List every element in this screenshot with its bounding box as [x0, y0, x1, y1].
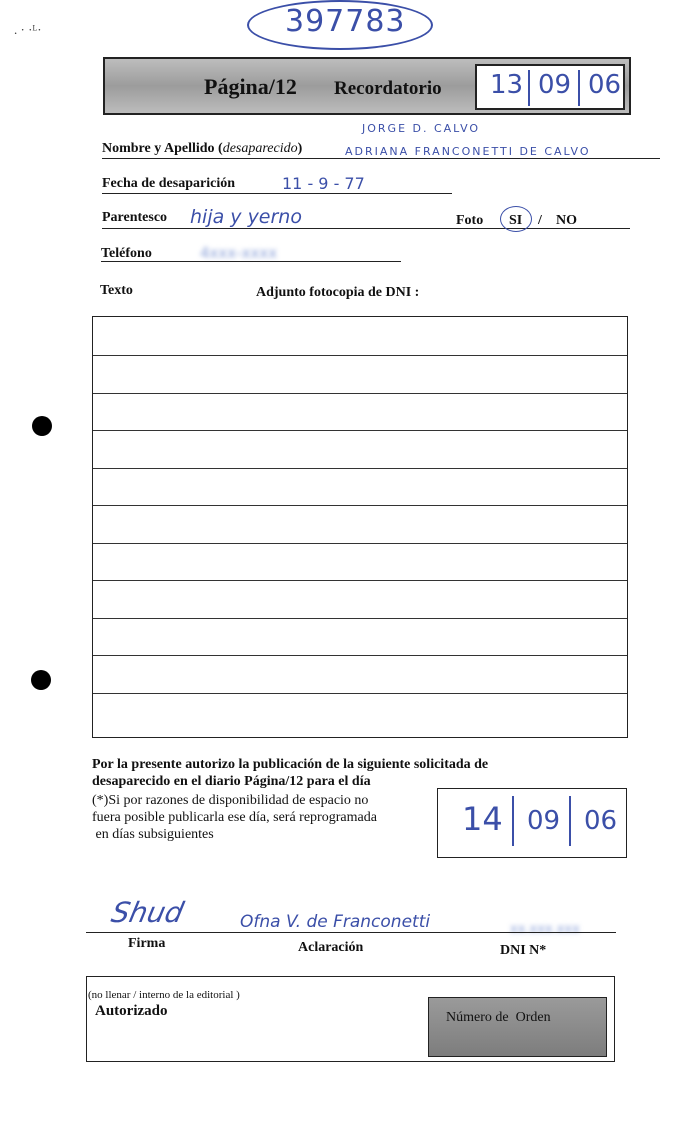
message-text-box [92, 316, 628, 738]
photo-yes: SI [509, 213, 523, 228]
authorization-line2: desaparecido en el diario Página/12 para el día [92, 774, 371, 789]
name-underline [102, 158, 660, 159]
photo-no: NO [556, 213, 577, 228]
relation-label: Parentesco [102, 210, 168, 225]
aclaracion-label: Aclaración [298, 940, 364, 955]
date-value: 11 - 9 - 77 [282, 174, 365, 193]
firma-label: Firma [128, 936, 166, 951]
photo-separator: / [538, 213, 542, 228]
authorization-line1: Por la presente autorizo la publicación de la siguiente solicitada de [92, 757, 489, 772]
text-line [93, 693, 627, 694]
date-underline [102, 193, 452, 194]
dni-value-redacted: xx.xxx.xxx [510, 922, 580, 937]
dni-label: DNI N* [500, 943, 547, 958]
publication-title: Página/12 [204, 74, 297, 99]
phone-value-redacted: 4xxx-xxxx [200, 244, 278, 262]
signature-mark: Shud [108, 896, 187, 929]
corner-mark: . · ·ᴸ· [14, 22, 42, 37]
header-date-day: 13 [490, 70, 524, 100]
text-line [93, 505, 627, 506]
text-line [93, 393, 627, 394]
publication-date-slash-1 [512, 796, 514, 846]
name-label: Nombre y Apellido (desaparecido) [102, 141, 303, 156]
header-date-year: 06 [588, 70, 622, 100]
text-line [93, 655, 627, 656]
signature-underline [86, 932, 616, 933]
text-line [93, 468, 627, 469]
publication-date-day: 14 [462, 800, 503, 838]
text-line [93, 618, 627, 619]
text-line [93, 355, 627, 356]
date-label: Fecha de desaparición [102, 176, 235, 191]
authorization-note-line1: (*)Si por razones de disponibilidad de espacio no [92, 793, 369, 808]
header-date-slash-1 [528, 70, 530, 106]
authorization-note-line3: en días subsiguientes [92, 827, 214, 842]
authorization-note-line2: fuera posible publicarla ese día, será reprogramada [92, 810, 377, 825]
photo-label: Foto [456, 213, 484, 228]
clarification-value: Ofna V. de Franconetti [240, 912, 431, 932]
relation-underline [102, 228, 630, 229]
relation-value: hija y yerno [190, 206, 302, 228]
name-value-line1: JORGE D. CALVO [362, 122, 481, 135]
phone-underline [101, 261, 401, 262]
publication-date-slash-2 [569, 796, 571, 846]
punch-hole [32, 416, 52, 436]
text-line [93, 543, 627, 544]
text-line [93, 580, 627, 581]
publication-date-month: 09 [527, 806, 561, 836]
section-title: Recordatorio [334, 78, 442, 99]
order-number-box [428, 997, 607, 1057]
header-date-slash-2 [578, 70, 580, 106]
name-value-line2: ADRIANA FRANCONETTI DE CALVO [345, 145, 591, 158]
authorized-label: Autorizado [95, 1003, 168, 1019]
order-number-label: Número de Orden [446, 1010, 551, 1025]
header-date-month: 09 [538, 70, 572, 100]
text-label: Texto [100, 283, 133, 298]
dni-attach-label: Adjunto fotocopia de DNI : [256, 285, 420, 300]
text-line [93, 430, 627, 431]
internal-note: (no llenar / interno de la editorial ) [88, 989, 240, 1001]
stamp-number: 397783 [285, 4, 406, 39]
phone-label: Teléfono [101, 246, 152, 261]
punch-hole [31, 670, 51, 690]
publication-date-year: 06 [584, 806, 618, 836]
